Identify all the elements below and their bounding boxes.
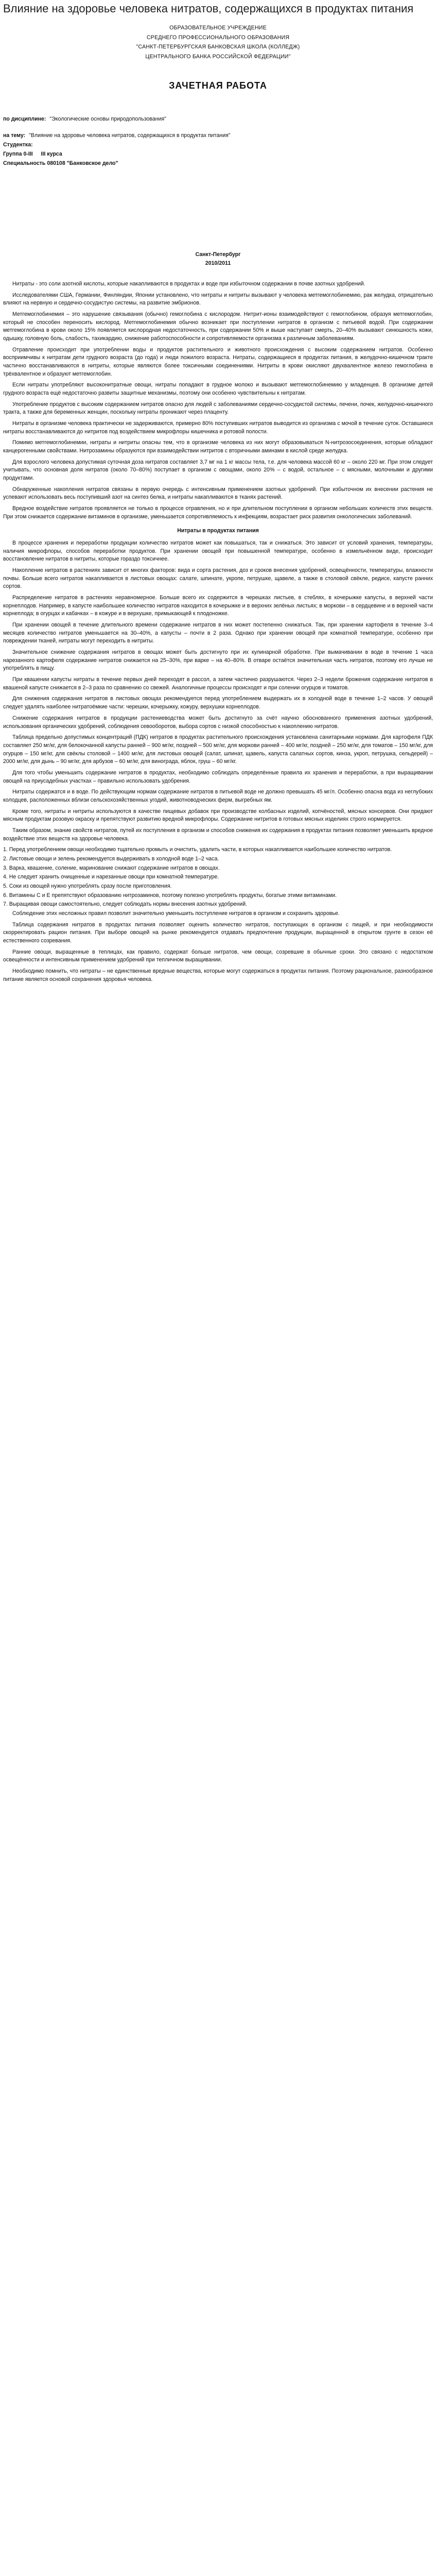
paragraph: Для того чтобы уменьшить содержание нитратов в продуктах, необходимо соблюдать определённые правила их хранения и переработки, а при выращивании овощей на приусадебных участках – правильно использовать удобрения. xyxy=(3,769,433,784)
paragraph: При хранении овощей в течение длительного времени содержание нитратов в них может постепенно снижаться. Так, при хранении картофеля в течение 3–4 месяцев количество нитратов уменьшается на 30–40%, а капусты – почти в 2 раза. Однако при хранении овощей при комнатной температуре, особенно при повреждении тканей, нитраты могут переходить в нитриты. xyxy=(3,622,433,645)
discipline-value: "Экологические основы природопользования" xyxy=(49,116,166,123)
recommendations-list xyxy=(3,846,433,909)
students-label: Студентка: xyxy=(3,142,33,148)
institution-header xyxy=(3,23,433,61)
topic-field xyxy=(3,131,433,140)
closing-section xyxy=(3,910,433,984)
report-title: ЗАЧЕТНАЯ РАБОТА xyxy=(169,80,267,91)
city: Санкт-Петербург xyxy=(195,251,241,258)
paragraph: В процессе хранения и переработки продукции количество нитратов может как повышаться, так и снижаться. Это зависит от условий хранения, температуры, наличия микрофлоры, способов переработки продуктов. При хранении овощей при повышенной температуре, особенно в измельчённом виде, происходит восстановление нитратов в нитриты, которые гораздо токсичнее. xyxy=(3,540,433,563)
paragraph: Нитраты в организме человека практически не задерживаются, примерно 80% поступивших нитратов выводится из организма с мочой в течение суток. Оставшиеся нитраты восстанавливаются до нитритов под воздействием микрофлоры кишечника и ротовой полости. xyxy=(3,420,433,435)
list-item: 7. Выращивая овощи самостоятельно, следует соблюдать нормы внесения азотных удобрений. xyxy=(3,901,247,908)
group-field xyxy=(3,149,433,159)
paragraph: Ранние овощи, выращенные в теплицах, как правило, содержат больше нитратов, чем овощи, созревшие в обычные сроки. Это связано с недостатком освещённости и интенсивным применением удобрений при тепличном выращивании. xyxy=(3,948,433,963)
paragraph: Обнаруженные накопления нитратов связаны в первую очередь с интенсивным применением азотных удобрений. При избыточном их внесении растения не успевают использовать весь поступивший азот на синтез белка, и нитраты накапливаются в тканях растений. xyxy=(3,486,433,501)
main-section xyxy=(3,539,433,843)
document-page xyxy=(0,2,436,984)
paragraph: Кроме того, нитраты и нитриты используются в качестве пищевых добавок при производстве колбасных изделий, копчёностей, мясных консервов. Они придают мясным продуктам розовую окраску и препятствуют развитию вредной микрофлоры. Содержание нитритов в готовых мясных изделиях строго нормируется. xyxy=(3,808,433,823)
topic-label: на тему: xyxy=(3,132,26,139)
paragraph: Таким образом, знание свойств нитратов, путей их поступления в организм и способов снижения их содержания в продуктах питания позволяет уменьшить вредное воздействие этих веществ на здоровье человека. xyxy=(3,827,433,842)
section-heading: Нитраты в продуктах питания xyxy=(177,528,259,534)
paragraph: Таблица содержания нитратов в продуктах питания позволяет оценить количество нитратов, поступающих в организм с пищей, и при необходимости скорректировать рацион питания. При выборе овощей на рынке рекомендуется отдавать предпочтение продукции, выращенной в открытом грунте в сезон её естественного созревания. xyxy=(3,921,433,944)
paragraph: Употребление продуктов с высоким содержанием нитратов опасно для людей с заболеваниями сердечно-сосудистой системы, печени, почек, желудочно-кишечного тракта, а также для беременных женщин, поскольку нитраты проникают через плаценту. xyxy=(3,401,433,416)
paragraph: Таблица предельно допустимых концентраций (ПДК) нитратов в продуктах растительного происхождения установлена санитарными нормами. Для картофеля ПДК составляет 250 мг/кг, для белокочанной капусты ранней – 900 мг/кг, поздней – 500 мг/кг, для моркови ранней – 400 мг/кг, поздней – 250 мг/кг, для томатов – 150 мг/кг, для огурцов – 150 мг/кг, для свёклы столовой – 1400 мг/кг, для листовых овощей (салат, шпинат, щавель, капуста салатных сортов, кинза, укроп, петрушка, сельдерей) – 2000 мг/кг, для дынь – 90 мг/кг, для арбузов – 60 мг/кг, для винограда, яблок, груш – 60 мг/кг. xyxy=(3,734,433,765)
paragraph: Нитраты содержатся и в воде. По действующим нормам содержание нитратов в питьевой воде не должно превышать 45 мг/л. Особенно опасна вода из неглубоких колодцев, расположенных вблизи сельскохозяйственных угодий, животноводческих ферм, выгребных ям. xyxy=(3,789,433,803)
paragraph: Снижение содержания нитратов в продукции растениеводства может быть достигнуто за счёт научно обоснованного применения азотных удобрений, использования органических удобрений, соблюдения севооборотов, выбора сортов с низкой способностью к накоплению нитратов. xyxy=(3,715,433,730)
paragraph: Накопление нитратов в растениях зависит от многих факторов: вида и сорта растения, доз и сроков внесения удобрений, освещённости, температуры, влажности почвы. Больше всего нитратов накапливается в листовых овощах: салате, шпинате, укропе, петрушке, щавеле, а также в столовой свёкле, редисе, капусте ранних сортов. xyxy=(3,567,433,590)
course-label: III курса xyxy=(41,151,62,158)
list-item: 1. Перед употреблением овощи необходимо тщательно промыть и очистить, удалить части, в которых накапливается наибольшее количество нитратов. xyxy=(3,846,392,853)
discipline-label: по дисциплине: xyxy=(3,116,46,123)
topic-value: "Влияние на здоровье человека нитратов, содержащихся в продуктах питания" xyxy=(29,132,231,139)
list-item: 2. Листовые овощи и зелень рекомендуется выдерживать в холодной воде 1–2 часа. xyxy=(3,855,219,862)
institution-line: ОБРАЗОВАТЕЛЬНОЕ УЧРЕЖДЕНИЕ xyxy=(169,25,267,31)
paragraph: Для взрослого человека допустимая суточная доза нитратов составляет 3,7 мг на 1 кг массы тела, т.е. для человека массой 60 кг – около 220 мг. При этом следует учитывать, что основная доля нитратов (около 70–80%) поступает в организм с овощами, около 20% – с водой, остальное – с мясными, молочными и другими продуктами. xyxy=(3,459,433,482)
paragraph: Необходимо помнить, что нитраты – не единственные вредные вещества, которые могут содержаться в продуктах питания. Поэтому рациональное, разнообразное питание является основой сохранения здоровья человека. xyxy=(3,968,433,982)
specialty-field: Специальность 080108 "Банковское дело" xyxy=(3,160,118,167)
paragraph: Распределение нитратов в растениях неравномерное. Больше всего их содержится в черешках листьев, в стеблях, в кочерыжке капусты, в верхней части корнеплодов. Например, в капусте наибольшее количество нитратов находится в кочерыжке и в верхних зелёных листьях; в моркови – в сердцевине и в верхней части корнеплода; в огурцах и кабачках – в кожуре и в верхушке, примыкающей к плодоножке. xyxy=(3,595,433,617)
institution-line: "САНКТ-ПЕТЕРБУРГСКАЯ БАНКОВСКАЯ ШКОЛА (КОЛЛЕДЖ) xyxy=(136,44,300,50)
paragraph: Исследователями США, Германии, Финляндии, Японии установлено, что нитраты и нитриты вызывают у человека метгемоглобинемию, рак желудка, отрицательно влияют на нервную и сердечно-сосудистую системы, на развитие эмбрионов. xyxy=(3,292,433,307)
paragraph: Отравление происходит при употреблении воды и продуктов растительного и животного происхождения с высоким содержанием нитратов. Особенно восприимчивы к нитратам дети грудного возраста (до года) и люди пожилого возраста. Нитраты, содержащиеся в продуктах питания, в желудочно-кишечном тракте частично восстанавливаются в нитриты, которые являются более токсичными соединениями. Нитриты в крови окисляют двухвалентное железо гемоглобина в трёхвалентное и образуют метгемоглобин. xyxy=(3,346,433,377)
list-item: 3. Варка, квашение, соление, маринование снижают содержание нитратов в овощах. xyxy=(3,865,220,871)
paragraph: При квашении капусты нитраты в течение первых дней переходят в рассол, а затем частично разрушаются. Через 2–3 недели брожения содержание нитратов в квашеной капусте снижается в 2–3 раза по сравнению со свежей. Аналогичные процессы происходят и при солении огурцов и томатов. xyxy=(3,676,433,691)
paragraph: Значительное снижение содержания нитратов в овощах может быть достигнуто при их кулинарной обработке. При вымачивании в воде в течение 1 часа нарезанного картофеля содержание нитратов снижается на 25–30%, при варке – на 40–80%. В отваре остаётся значительная часть нитратов, поэтому его лучше не употреблять в пищу. xyxy=(3,649,433,672)
institution-line: СРЕДНЕГО ПРОФЕССИОНАЛЬНОГО ОБРАЗОВАНИЯ xyxy=(146,34,290,41)
intro-section xyxy=(3,280,433,521)
list-item: 4. Не следует хранить очищенные и нарезанные овощи при комнатной температуре. xyxy=(3,874,219,880)
list-item: 6. Витамины С и Е препятствуют образованию нитрозаминов, поэтому полезно употреблять продукты, богатые этими витаминами. xyxy=(3,892,337,899)
paragraph: Нитраты - это соли азотной кислоты, которые накапливаются в продуктах и воде при избыточном содержании в почве азотных удобрений. xyxy=(12,280,365,287)
year: 2010/2011 xyxy=(205,260,231,266)
paragraph: Метгемоглобинемия – это нарушение связывания (обычно) гемоглобина с кислородом. Нитрит-ионы взаимодействуют с гемоглобином, образуя метгемоглобин, который не способен переносить кислород. Метгемоглобинемия обычно возникает при поступлении нитратов в организм с питьевой водой. При содержании метгемоглобина в крови около 15% появляется кислородная недостаточность, при содержании 50% и выше наступает смерть, 20–40% вызывают синюшность кожи, одышку, головную боль, слабость, тахикардию, снижение работоспособности и сопротивляемости организма к различным заболеваниям. xyxy=(3,311,433,342)
group-label: Группа 0-III xyxy=(3,151,33,158)
list-item: 5. Соки из овощей нужно употреблять сразу после приготовления. xyxy=(3,883,172,889)
paragraph: Соблюдение этих несложных правил позволит значительно уменьшить поступление нитратов в организм и сохранить здоровье. xyxy=(12,910,340,917)
document-title: Влияние на здоровье человека нитратов, содержащихся в продуктах питания xyxy=(3,2,414,15)
paragraph: Если нитраты употребляют высоконитратные овощи, нитраты попадают в грудное молоко и вызывают метгемоглобинемию у младенцев. В организме детей грудного возраста ещё недостаточно развиты защитные механизмы, поэтому они особенно чувствительны к нитратам. xyxy=(3,382,433,396)
institution-line: ЦЕНТРАЛЬНОГО БАНКА РОССИЙСКОЙ ФЕДЕРАЦИИ" xyxy=(145,53,291,60)
discipline-field xyxy=(3,114,433,124)
paragraph: Вредное воздействие нитратов проявляется не только в процессе отравления, но и при длительном поступлении в организм небольших количеств этих веществ. При этом снижается содержание витаминов в организме, уменьшается сопротивляемость к инфекциям, возрастает риск развития онкологических заболеваний. xyxy=(3,505,433,520)
paragraph: Для снижения содержания нитратов в листовых овощах рекомендуется перед употреблением выдержать их в холодной воде в течение 1–2 часов. У овощей следует удалять наиболее нитратоёмкие части: черешки, кочерыжку, кожуру, верхушки корнеплодов. xyxy=(3,696,433,710)
paragraph: Помимо метгемоглобинемии, нитраты и нитриты опасны тем, что в организме человека из них могут образовываться N-нитрозосоединения, которые обладают канцерогенными свойствами. Нитрозамины образуются при взаимодействии нитритов с вторичными аминами в кислой среде желудка. xyxy=(3,439,433,454)
